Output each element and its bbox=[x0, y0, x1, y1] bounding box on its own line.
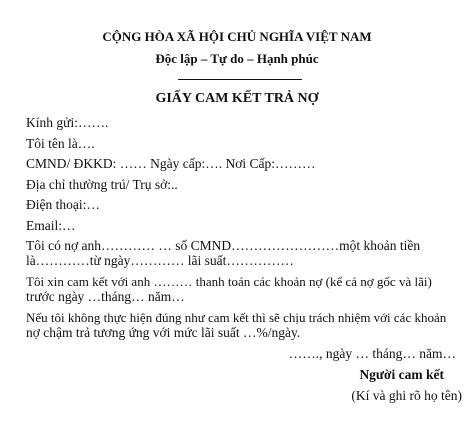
document-title: GIẤY CAM KẾT TRẢ NỢ bbox=[155, 91, 319, 106]
email-field: Email:… bbox=[26, 218, 76, 233]
debt-paragraph-line-2: là…………từ ngày………… lãi suất…………… bbox=[26, 253, 294, 268]
national-motto: Độc lập – Tự do – Hạnh phúc bbox=[155, 51, 319, 66]
phone-field: Điện thoại:… bbox=[26, 197, 100, 212]
name-field: Tôi tên là…. bbox=[26, 136, 95, 151]
recipient-field: Kính gửi:……. bbox=[26, 115, 109, 130]
motto-underline bbox=[178, 79, 302, 80]
debt-paragraph-line-1: Tôi có nợ anh………… … số CMND……………………một khoản tiền bbox=[26, 238, 421, 253]
commitment-paragraph-line-2: trước ngày …tháng… năm… bbox=[26, 289, 185, 304]
commitment-paragraph-line-1: Tôi xin cam kết với anh ……… thanh toán các khoản nợ (kể cả nợ gốc và lãi) bbox=[26, 274, 432, 289]
penalty-paragraph-line-1: Nếu tôi không thực hiện đúng như cam kết thì sẽ chịu trách nhiệm với các khoản bbox=[26, 310, 447, 325]
national-title: CỘNG HÒA XÃ HỘI CHỦ NGHĨA VIỆT NAM bbox=[102, 29, 372, 44]
address-field: Địa chỉ thường trú/ Trụ sở:.. bbox=[26, 177, 178, 192]
signature-instruction: (Kí và ghi rõ họ tên) bbox=[351, 388, 462, 403]
date-line: ……., ngày … tháng… năm… bbox=[288, 346, 456, 361]
signer-label: Người cam kết bbox=[359, 367, 444, 382]
id-number-field: CMND/ ĐKKD: …… Ngày cấp:…. Nơi Cấp:……… bbox=[26, 156, 316, 171]
penalty-paragraph-line-2: nợ chậm trả tương ứng với mức lãi suất …%/ngày. bbox=[26, 325, 301, 340]
